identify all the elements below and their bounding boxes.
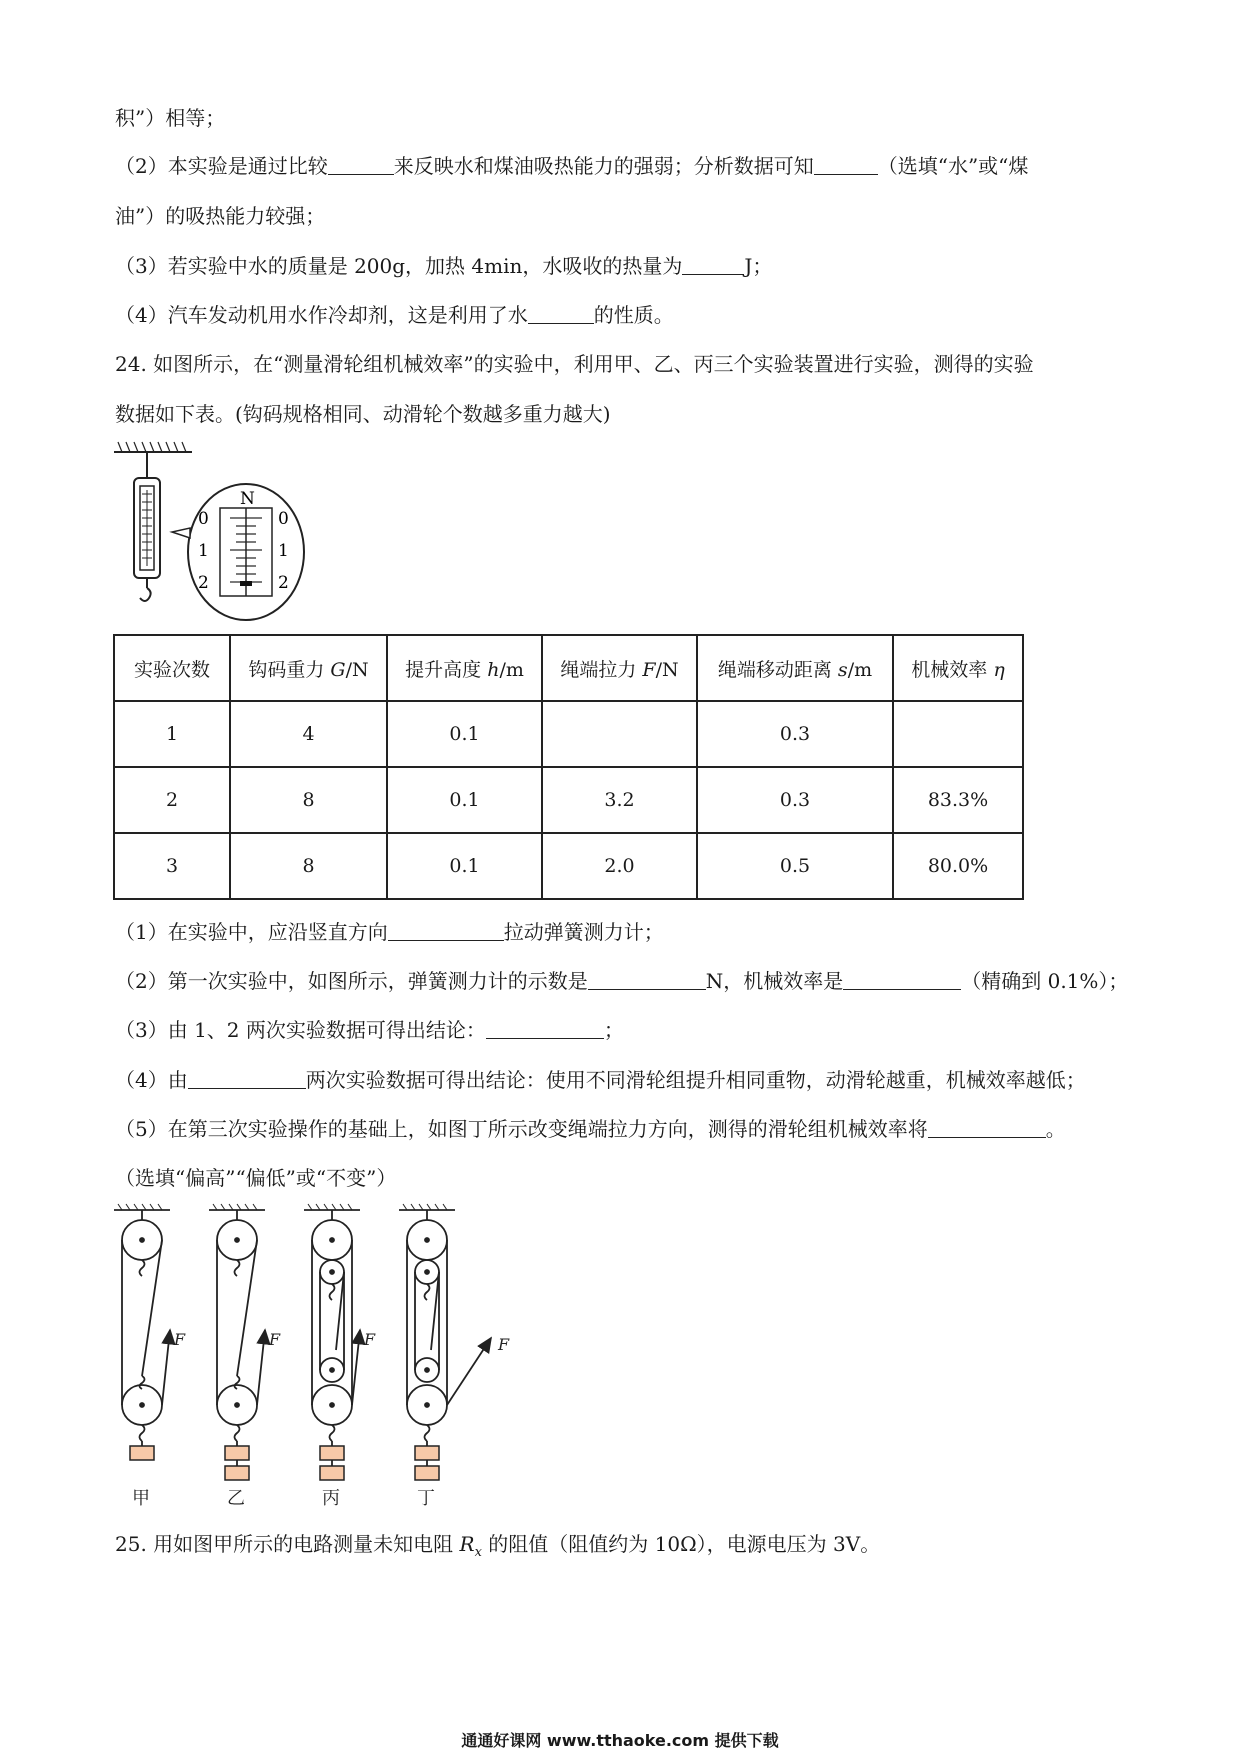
table-cell: 0.1 — [387, 701, 542, 767]
pulley-systems-figure — [108, 1200, 548, 1510]
table-header-cell: 绳端移动距离 s/m — [697, 635, 893, 701]
table-cell: 3.2 — [542, 767, 697, 833]
weight-block — [320, 1466, 344, 1480]
table-cell: 80.0% — [893, 833, 1023, 899]
answer-blank[interactable] — [328, 154, 394, 175]
pulley-label-jia: 甲 — [132, 1488, 150, 1509]
pulley-system-yi — [209, 1204, 265, 1480]
pulley-label-bing: 丙 — [322, 1488, 340, 1509]
pulley-label-ding: 丁 — [417, 1488, 435, 1509]
answer-blank[interactable] — [486, 1018, 604, 1039]
table-header-cell: 提升高度 h/m — [387, 635, 542, 701]
gauge-right-tick: 0 — [278, 509, 289, 529]
sub-question-2: （2）第一次实验中，如图所示，弹簧测力计的示数是 N，机械效率是 （精确到 0.1%）； — [115, 969, 1129, 993]
answer-blank[interactable] — [682, 254, 744, 275]
table-cell: 8 — [230, 767, 387, 833]
gauge-right-tick: 1 — [278, 541, 289, 561]
table-cell — [893, 701, 1023, 767]
problem-25-line: 25. 用如图甲所示的电路测量未知电阻 $R_x$ 的阻值（阻值约为 10Ω），电源电压为 3V。 — [115, 1532, 881, 1560]
table-cell: 4 — [230, 701, 387, 767]
text-line-3: 油”）的吸热能力较强； — [115, 204, 326, 228]
answer-blank[interactable] — [588, 969, 706, 990]
problem-24-line-1: 24. 如图所示，在“测量滑轮组机械效率”的实验中，利用甲、乙、丙三个实验装置进行实验，测得的实验 — [115, 352, 1034, 376]
answer-blank[interactable] — [528, 303, 594, 324]
table-cell: 0.1 — [387, 833, 542, 899]
question-3-line: （3）若实验中水的质量是 200g，加热 4min，水吸收的热量为 J； — [115, 254, 773, 278]
gauge-right-tick: 2 — [278, 573, 289, 593]
page-footer: 通通好课网 www.tthaoke.com 提供下载 — [461, 1731, 779, 1750]
answer-blank[interactable] — [843, 969, 961, 990]
table-cell — [542, 701, 697, 767]
table-row — [114, 767, 1023, 833]
weight-block — [320, 1446, 344, 1460]
weight-block — [415, 1466, 439, 1480]
gauge-left-tick: 2 — [198, 573, 209, 593]
table-cell: 0.3 — [697, 767, 893, 833]
table-header-cell: 钩码重力 G/N — [230, 635, 387, 701]
weight-block — [225, 1466, 249, 1480]
table-header-cell: 实验次数 — [114, 635, 230, 701]
sub-question-5-hint: （选填“偏高”“偏低”或“不变”） — [115, 1166, 397, 1190]
pulley-label-yi: 乙 — [227, 1488, 245, 1509]
table-cell: 1 — [114, 701, 230, 767]
sub-question-5: （5）在第三次实验操作的基础上，如图丁所示改变绳端拉力方向，测得的滑轮组机械效率将 。 — [115, 1117, 1066, 1141]
gauge-left-tick: 0 — [198, 509, 209, 529]
pulley-system-ding — [399, 1204, 491, 1480]
weight-block — [130, 1446, 154, 1460]
table-cell: 0.1 — [387, 767, 542, 833]
table-cell: 8 — [230, 833, 387, 899]
force-label: F — [174, 1330, 186, 1349]
table-cell: 0.3 — [697, 701, 893, 767]
force-label: F — [364, 1330, 376, 1349]
sub-question-4: （4）由 两次实验数据可得出结论：使用不同滑轮组提升相同重物，动滑轮越重，机械效率越低； — [115, 1068, 1086, 1092]
question-2-line: （2）本实验是通过比较 来反映水和煤油吸热能力的强弱；分析数据可知 （选填“水”或“煤 — [115, 154, 1029, 178]
text-line-1: 积”）相等； — [115, 106, 226, 130]
answer-blank[interactable] — [814, 154, 878, 175]
spring-scale-figure — [112, 440, 312, 625]
table-header-cell: 绳端拉力 F/N — [542, 635, 697, 701]
table-header-cell: 机械效率 η — [893, 635, 1023, 701]
answer-blank[interactable] — [928, 1117, 1046, 1138]
sub-question-3: （3）由 1、2 两次实验数据可得出结论： ； — [115, 1018, 624, 1042]
question-4-line: （4）汽车发动机用水作冷却剂，这是利用了水 的性质。 — [115, 303, 674, 327]
force-label: F — [269, 1330, 281, 1349]
weight-block — [225, 1446, 249, 1460]
pulley-system-bing — [304, 1204, 360, 1480]
table-header-row — [114, 635, 1023, 701]
table-cell: 3 — [114, 833, 230, 899]
answer-blank[interactable] — [388, 920, 504, 941]
experiment-data-table — [113, 634, 1024, 900]
force-label: F — [498, 1335, 510, 1354]
table-cell: 83.3% — [893, 767, 1023, 833]
gauge-left-tick: 1 — [198, 541, 209, 561]
table-row — [114, 701, 1023, 767]
answer-blank[interactable] — [188, 1068, 306, 1089]
pointer-mark — [240, 581, 252, 586]
table-cell: 2 — [114, 767, 230, 833]
weight-block — [415, 1446, 439, 1460]
table-row — [114, 833, 1023, 899]
sub-question-1: （1）在实验中，应沿竖直方向 拉动弹簧测力计； — [115, 920, 664, 944]
gauge-unit: N — [240, 489, 255, 509]
pulley-system-jia — [114, 1204, 170, 1460]
table-cell: 0.5 — [697, 833, 893, 899]
table-cell: 2.0 — [542, 833, 697, 899]
problem-24-line-2: 数据如下表。(钩码规格相同、动滑轮个数越多重力越大) — [115, 402, 611, 426]
